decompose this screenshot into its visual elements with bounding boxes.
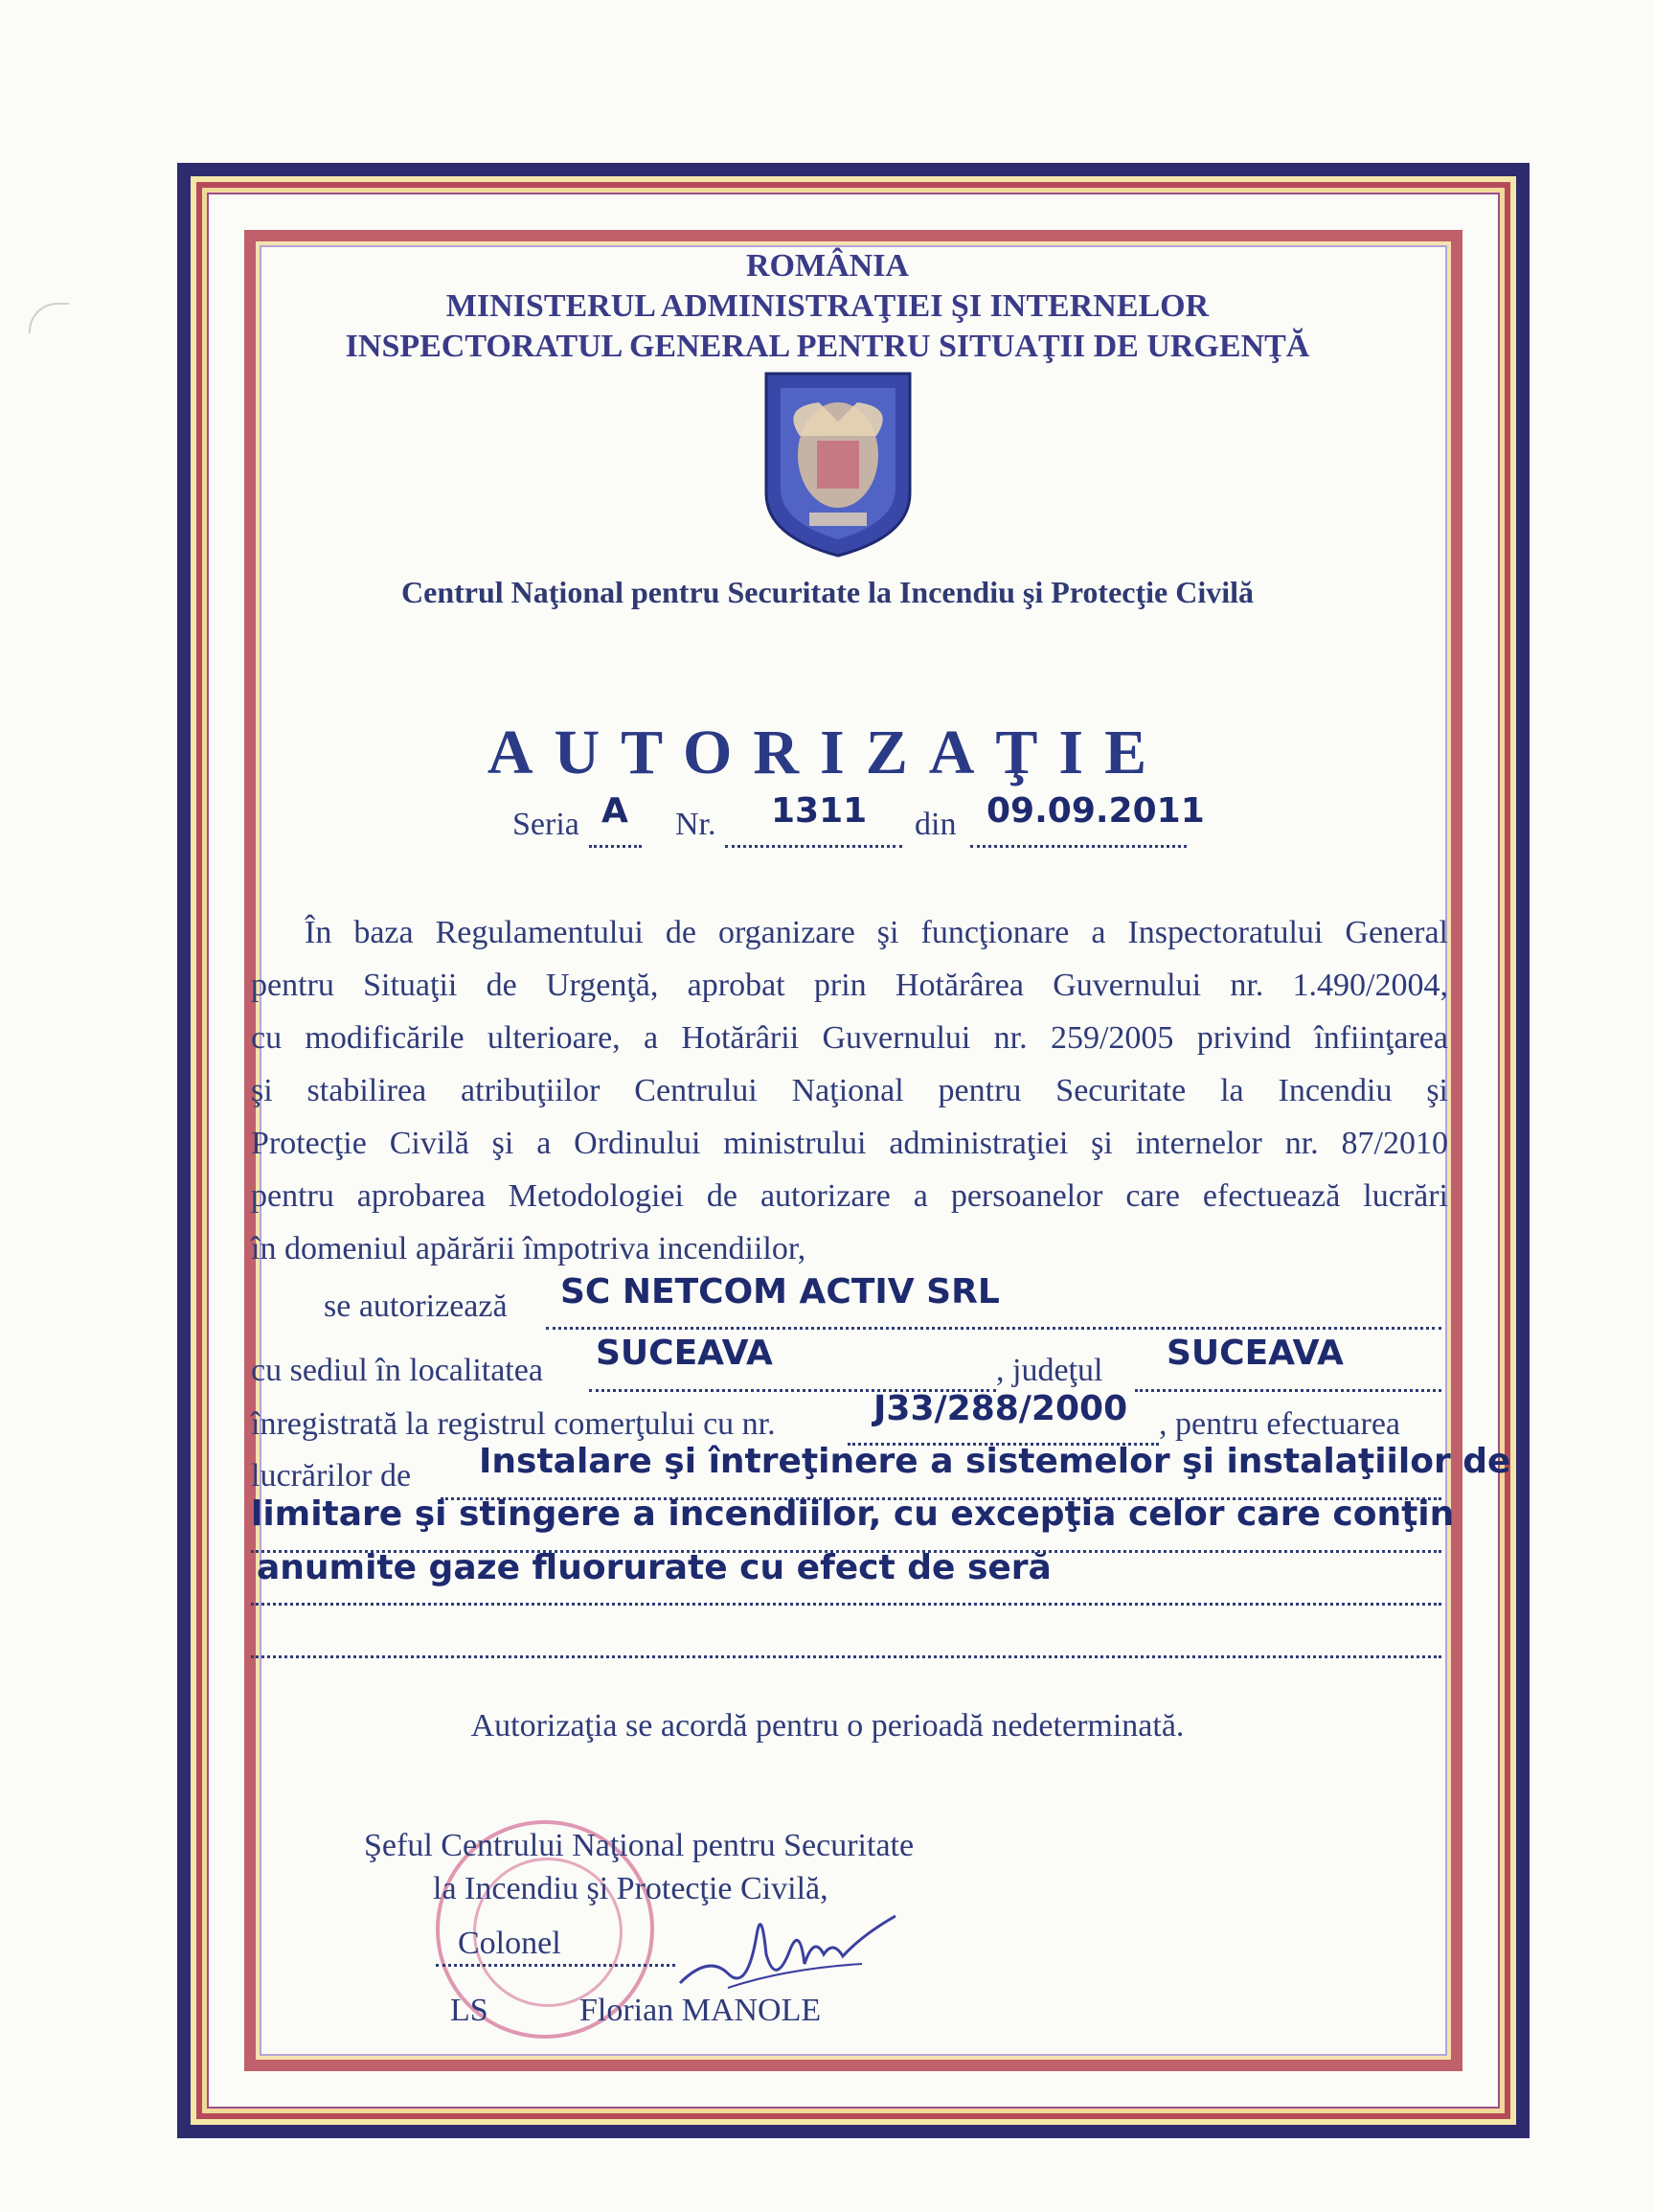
works-line-2: limitare şi stingere a incendiilor, cu excepţia celor care conţin bbox=[251, 1494, 1455, 1534]
header-inspectorate: INSPECTORATUL GENERAL PENTRU SITUAŢII DE URGENŢĂ bbox=[345, 329, 1310, 364]
company-dots bbox=[546, 1327, 1441, 1330]
paragraph-line: în domeniul apărării împotriva incendiilor, bbox=[251, 1231, 806, 1266]
register-label: înregistrată la registrul comerţului cu nr. bbox=[251, 1406, 776, 1442]
header-country: ROMÂNIA bbox=[746, 248, 909, 284]
din-dots bbox=[970, 845, 1187, 848]
seria-value: A bbox=[601, 791, 628, 831]
works-label: lucrărilor de bbox=[251, 1458, 412, 1494]
county-dots bbox=[1135, 1389, 1441, 1392]
works-dots-4 bbox=[251, 1655, 1441, 1658]
company-name: SC NETCOM ACTIV SRL bbox=[560, 1272, 1000, 1311]
signature-rank: Colonel bbox=[458, 1926, 561, 1961]
works-dots-3 bbox=[251, 1603, 1441, 1606]
signature-dots bbox=[436, 1964, 675, 1967]
coat-of-arms-icon bbox=[761, 369, 915, 560]
paragraph-line: cu modificările ulterioare, a Hotărârii Guvernului nr. 259/2005 privind înfiinţarea bbox=[251, 1020, 1448, 1056]
authorized-label: se autorizează bbox=[324, 1288, 508, 1324]
ls-mark: LS bbox=[450, 1993, 488, 2028]
county-value: SUCEAVA bbox=[1167, 1334, 1344, 1373]
serial-line bbox=[512, 791, 1205, 849]
nr-dots bbox=[725, 845, 902, 848]
center-name: Centrul Naţional pentru Securitate la Incendiu şi Protecţie Civilă bbox=[401, 575, 1254, 609]
document-title: AUTORIZAŢIE bbox=[487, 718, 1168, 787]
seria-dots bbox=[589, 845, 642, 848]
works-line-1: Instalare şi întreţinere a sistemelor şi instalaţiilor de bbox=[479, 1442, 1511, 1481]
register-value: J33/288/2000 bbox=[873, 1389, 1128, 1428]
signature-title-line1: Şeful Centrului Naţional pentru Securitate bbox=[364, 1828, 915, 1863]
header-ministry: MINISTERUL ADMINISTRAŢIEI ŞI INTERNELOR bbox=[445, 288, 1210, 324]
signatory-name: Florian MANOLE bbox=[579, 1993, 822, 2028]
locality-value: SUCEAVA bbox=[596, 1334, 773, 1373]
nr-value: 1311 bbox=[771, 791, 868, 831]
paragraph-line: În baza Regulamentului de organizare şi funcţionare a Inspectoratului General bbox=[305, 915, 1448, 950]
din-value: 09.09.2011 bbox=[986, 791, 1205, 831]
works-line-3: anumite gaze fluorurate cu efect de seră bbox=[257, 1548, 1052, 1587]
period-statement: Autorizaţia se acordă pentru o perioadă nedeterminată. bbox=[470, 1708, 1185, 1744]
nr-label: Nr. bbox=[675, 807, 716, 842]
handwritten-signature-icon bbox=[670, 1897, 900, 2002]
seria-label: Seria bbox=[512, 807, 579, 842]
paragraph-line: pentru Situaţii de Urgenţă, aprobat prin Hotărârea Guvernului nr. 1.490/2004, bbox=[251, 968, 1448, 1003]
din-label: din bbox=[915, 807, 957, 842]
locality-label: cu sediul în localitatea bbox=[251, 1353, 543, 1388]
paragraph-line: pentru aprobarea Metodologiei de autorizare a persoanelor care efectuează lucrări bbox=[251, 1178, 1448, 1214]
paragraph-line: şi stabilirea atribuţiilor Centrului Naţional pentru Securitate la Incendiu şi bbox=[251, 1073, 1448, 1108]
county-label: , judeţul bbox=[996, 1353, 1103, 1388]
paragraph-line: Protecţie Civilă şi a Ordinului ministrului administraţiei şi internelor nr. 87/2010 bbox=[251, 1126, 1448, 1161]
signature-title-line2: la Incendiu şi Protecţie Civilă, bbox=[433, 1871, 828, 1906]
purpose-label: , pentru efectuarea bbox=[1159, 1406, 1400, 1442]
